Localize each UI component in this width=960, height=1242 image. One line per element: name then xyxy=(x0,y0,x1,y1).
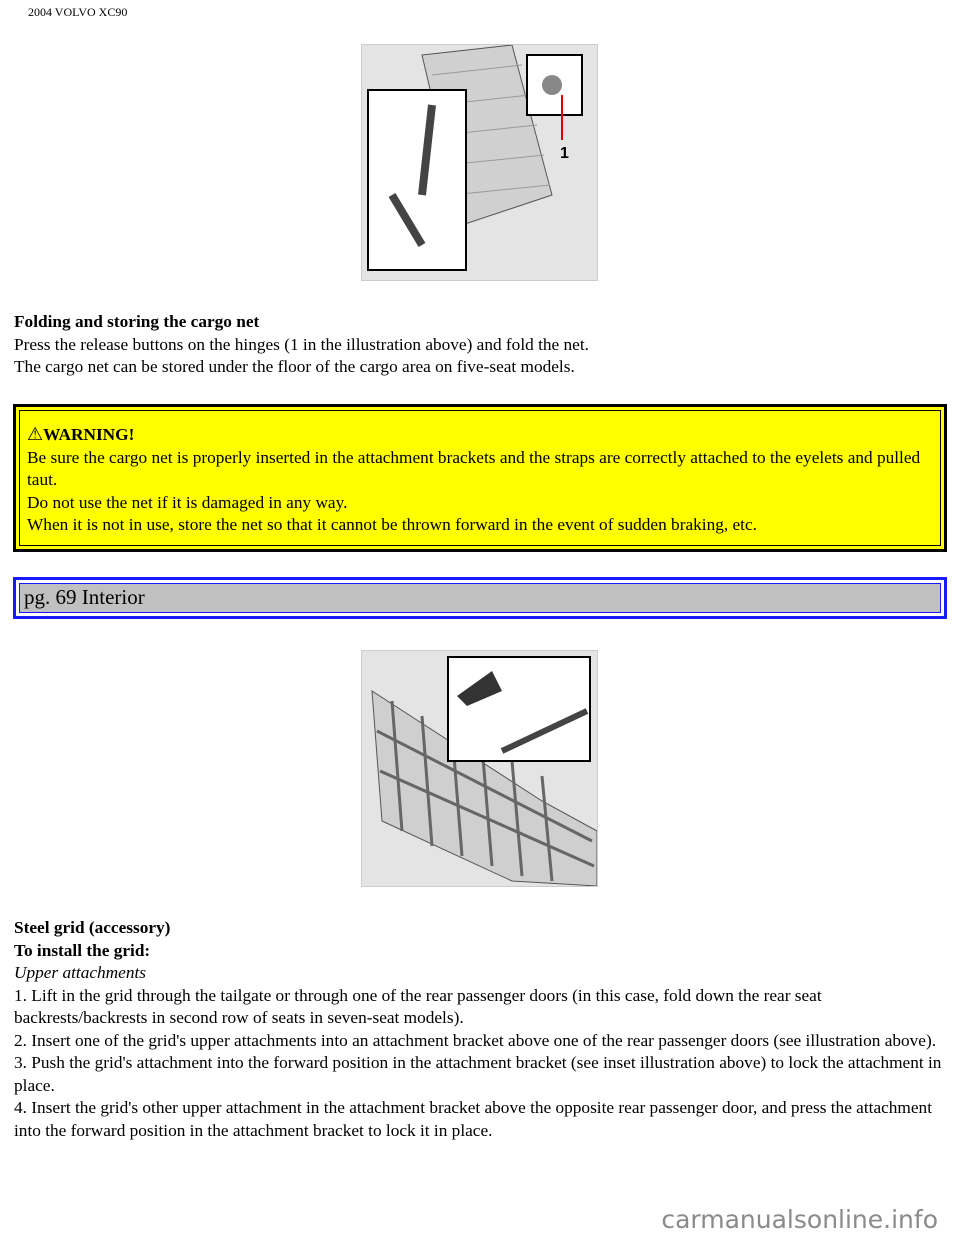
warning-title: WARNING! xyxy=(43,425,135,444)
step: 2. Insert one of the grid's upper attachments into an attachment bracket above one of the rear passenger doors (see illustration above). xyxy=(14,1030,937,1050)
subheading: Upper attachments xyxy=(14,963,146,982)
section-subtitle: To install the grid: xyxy=(14,940,151,960)
warning-text: When it is not in use, store the net so that it cannot be thrown forward in the event of sudden braking, etc. xyxy=(27,515,757,534)
paragraph: Press the release buttons on the hinges (1 in the illustration above) and fold the net. xyxy=(14,334,589,354)
document-header: 2004 VOLVO XC90 xyxy=(28,5,128,19)
step: 1. Lift in the grid through the tailgate or through one of the rear passenger doors (in this case, fold down the rear seat backrests/backrests in second row of seats in seven-seat models). xyxy=(14,985,822,1027)
page-banner xyxy=(13,577,947,619)
watermark: carmanualsonline.info xyxy=(661,1205,938,1234)
step: 4. Insert the grid's other upper attachment in the attachment bracket above the opposite rear passenger door, and press the attachment into the forward position in the attachment bracket to lock it in place. xyxy=(14,1098,932,1140)
steel-grid-drawing xyxy=(362,651,597,886)
warning-text: Do not use the net if it is damaged in any way. xyxy=(27,492,348,512)
paragraph: The cargo net can be stored under the floor of the cargo area on five-seat models. xyxy=(14,357,575,376)
cargo-net-section xyxy=(14,311,944,379)
section-title: Steel grid (accessory) xyxy=(14,918,171,937)
cargo-net-drawing xyxy=(362,45,597,280)
step: 3. Push the grid's attachment into the forward position in the attachment bracket (see inset illustration above) to lock the attachment in place. xyxy=(14,1053,942,1095)
page-banner-label: pg. 69 Interior xyxy=(19,583,941,613)
warning-box xyxy=(13,404,947,552)
warning-text: Be sure the cargo net is properly inserted in the attachment brackets and the straps are correctly attached to the eyelets and pulled taut. xyxy=(27,447,921,489)
figure-callout: 1 xyxy=(560,145,569,162)
steel-grid-illustration xyxy=(361,650,598,887)
steel-grid-section xyxy=(14,917,944,1142)
warning-triangle-icon: ⚠ xyxy=(27,424,44,444)
section-title: Folding and storing the cargo net xyxy=(14,312,260,331)
cargo-net-illustration xyxy=(361,44,598,281)
